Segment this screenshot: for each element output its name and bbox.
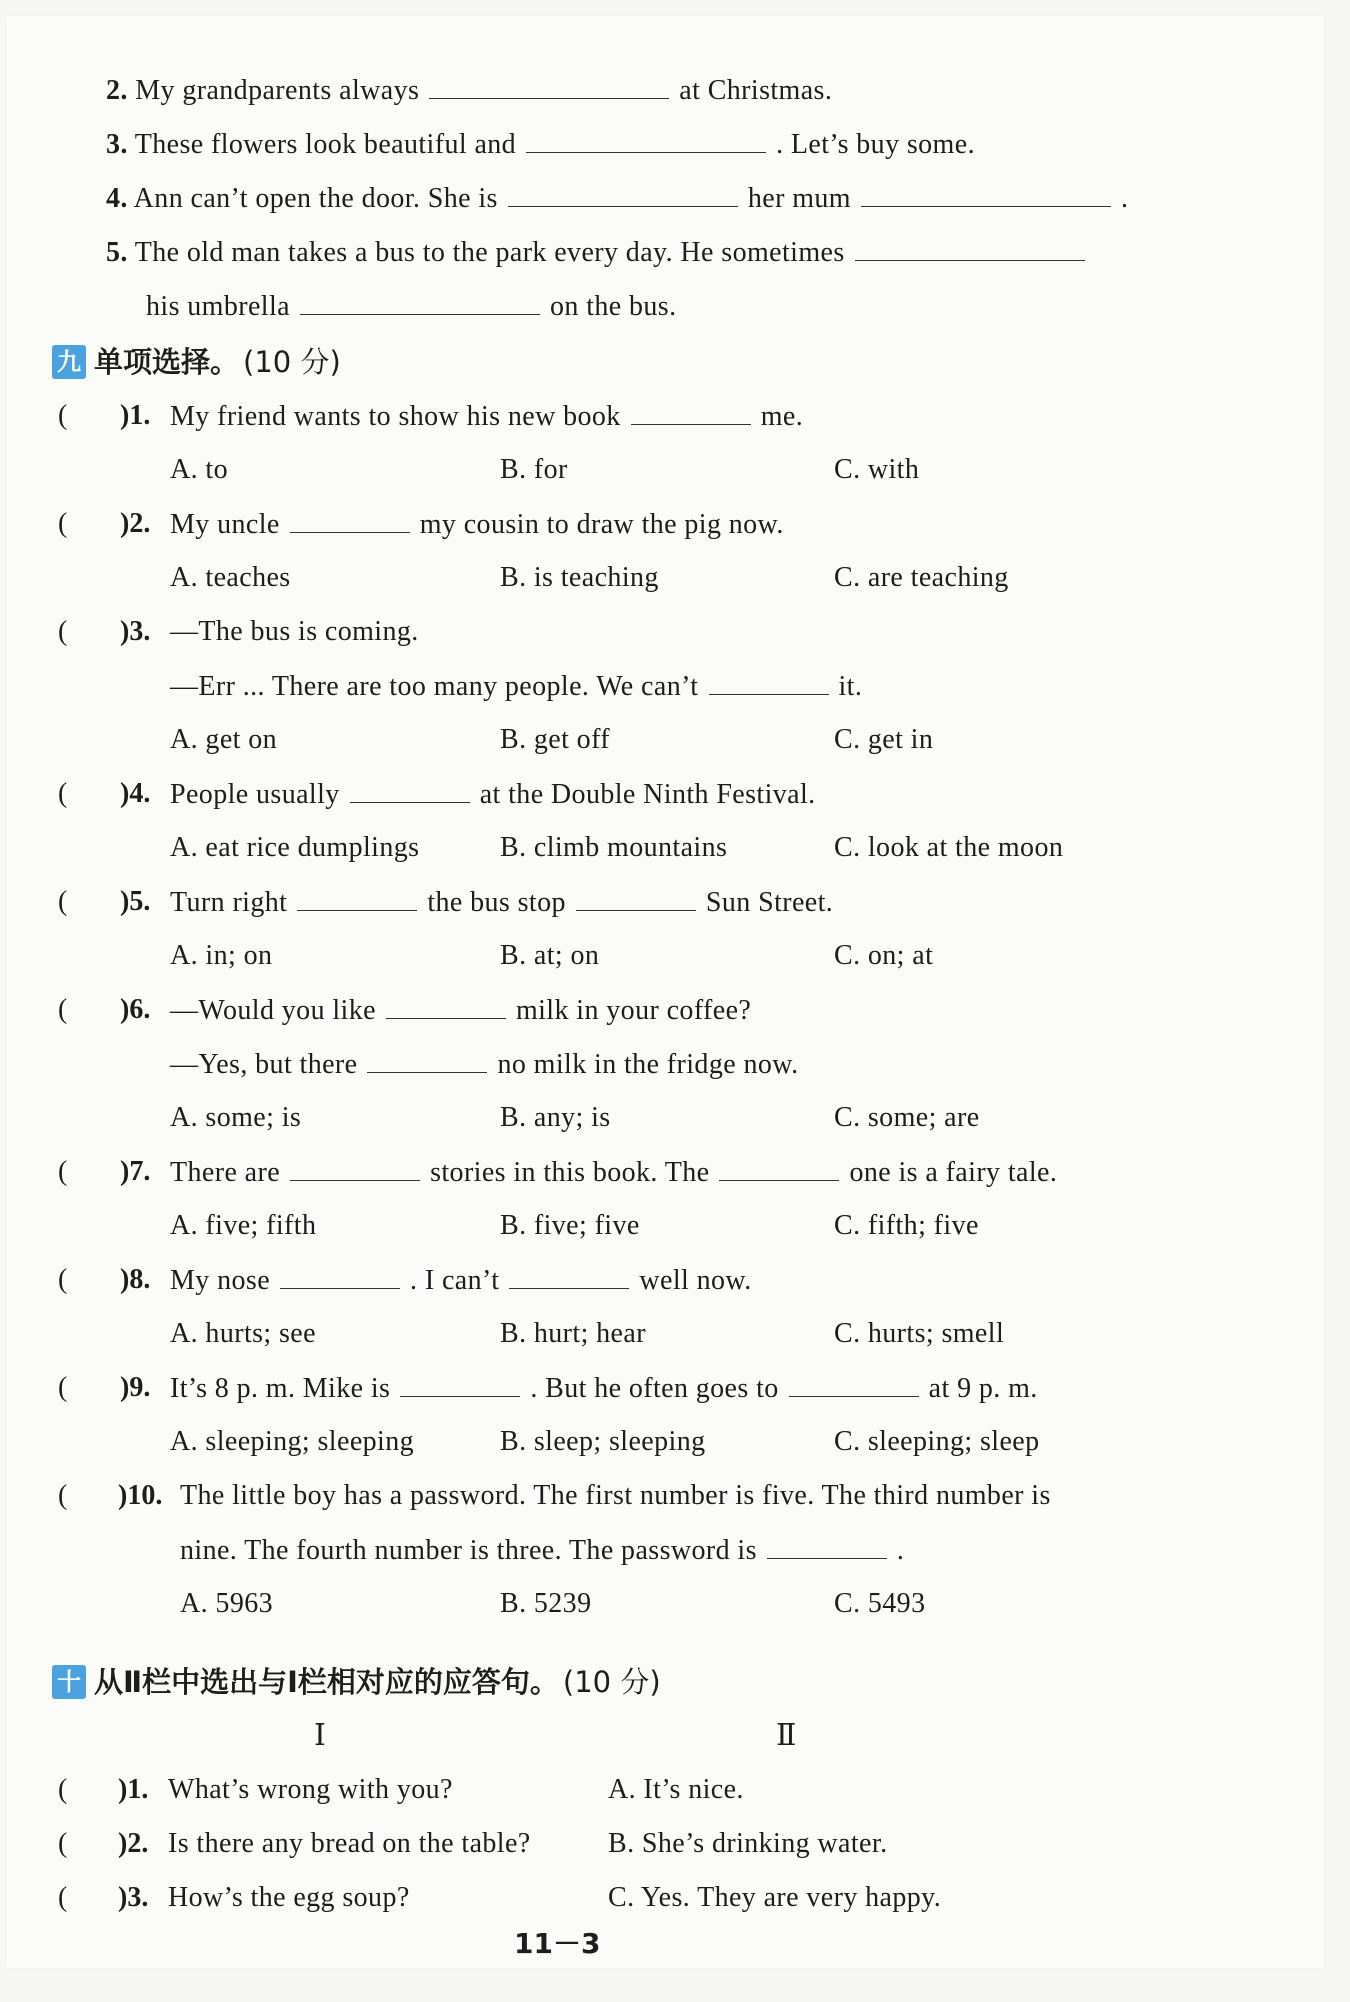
answer-blank[interactable] <box>508 178 738 207</box>
choice-option[interactable]: B. 5239 <box>500 1588 592 1619</box>
question-number: )4. <box>120 778 151 809</box>
choice-option[interactable]: A. sleeping; sleeping <box>170 1426 415 1457</box>
choice-option[interactable]: B. for <box>500 454 568 485</box>
choice-option[interactable]: C. fifth; five <box>834 1210 979 1241</box>
question-line <box>180 1530 904 1571</box>
question-text: . But he often goes to <box>530 1373 779 1404</box>
section-title: 从Ⅱ栏中选出与Ⅰ栏相对应的应答句。 <box>94 1665 559 1699</box>
section-10-header <box>52 1662 661 1702</box>
answer-blank[interactable] <box>855 232 1085 261</box>
question-text: —Yes, but there <box>170 1049 358 1080</box>
choice-option[interactable]: C. on; at <box>834 940 934 971</box>
choice-option[interactable]: B. any; is <box>500 1102 611 1133</box>
answer-blank[interactable] <box>767 1530 887 1559</box>
answer-paren[interactable]: ( <box>58 1264 68 1295</box>
question-number: )3. <box>120 616 151 647</box>
choice-option[interactable]: A. teaches <box>170 562 291 593</box>
question-text: my cousin to draw the pig now. <box>419 509 784 540</box>
match-answer[interactable]: C. Yes. They are very happy. <box>608 1882 942 1913</box>
question-text: well now. <box>639 1265 752 1296</box>
question-number: )3. <box>118 1882 149 1913</box>
question-line <box>170 504 784 545</box>
answer-blank[interactable] <box>290 504 410 533</box>
choice-option[interactable]: A. in; on <box>170 940 273 971</box>
question-text: it. <box>838 671 863 702</box>
question-text: the bus stop <box>427 887 566 918</box>
answer-blank[interactable] <box>861 178 1111 207</box>
answer-blank[interactable] <box>367 1044 487 1073</box>
question-number: )2. <box>120 508 151 539</box>
question-text: Sun Street. <box>705 887 834 918</box>
choice-option[interactable]: C. sleeping; sleep <box>834 1426 1040 1457</box>
choice-option[interactable]: C. are teaching <box>834 562 1009 593</box>
question-text: My uncle <box>170 509 280 540</box>
question-text: My friend wants to show his new book <box>170 401 621 432</box>
question-text: The old man takes a bus to the park every day. He sometimes <box>134 237 845 268</box>
answer-paren[interactable]: ( <box>58 400 68 431</box>
question-line <box>170 774 816 815</box>
fill-in-question <box>106 70 832 111</box>
fill-in-question <box>106 124 975 165</box>
choice-option[interactable]: C. hurts; smell <box>834 1318 1005 1349</box>
section-9-header <box>52 342 341 382</box>
question-text: People usually <box>170 779 340 810</box>
question-number: 2. <box>106 75 128 106</box>
question-text: —The bus is coming. <box>170 616 419 647</box>
choice-option[interactable]: B. five; five <box>500 1210 640 1241</box>
question-text: The little boy has a password. The first number is five. The third number is <box>180 1480 1051 1511</box>
question-number: 3. <box>106 129 128 160</box>
answer-blank[interactable] <box>400 1368 520 1397</box>
question-line <box>180 1476 1051 1516</box>
question-line <box>170 1044 798 1085</box>
answer-paren[interactable]: ( <box>58 1480 68 1511</box>
question-number: )1. <box>120 400 151 431</box>
choice-option[interactable]: B. is teaching <box>500 562 659 593</box>
answer-paren[interactable]: ( <box>58 508 68 539</box>
answer-blank[interactable] <box>297 882 417 911</box>
answer-blank[interactable] <box>509 1260 629 1289</box>
question-line <box>170 990 751 1031</box>
choice-option[interactable]: A. hurts; see <box>170 1318 316 1349</box>
question-text: stories in this book. The <box>430 1157 710 1188</box>
question-text: Turn right <box>170 887 288 918</box>
question-text: nine. The fourth number is three. The password is <box>180 1535 757 1566</box>
answer-blank[interactable] <box>386 990 506 1019</box>
question-text: one is a fairy tale. <box>849 1157 1058 1188</box>
answer-blank[interactable] <box>300 286 540 315</box>
answer-paren[interactable]: ( <box>58 886 68 917</box>
question-line <box>170 882 833 923</box>
question-number: )1. <box>118 1774 149 1805</box>
match-question: Is there any bread on the table? <box>168 1828 531 1859</box>
question-text: It’s 8 p. m. Mike is <box>170 1373 391 1404</box>
question-text: milk in your coffee? <box>515 995 752 1026</box>
answer-blank[interactable] <box>631 396 751 425</box>
choice-option[interactable]: C. look at the moon <box>834 832 1064 863</box>
question-text: . I can’t <box>410 1265 500 1296</box>
question-text: —Would you like <box>170 995 376 1026</box>
question-text: on the bus. <box>550 291 677 322</box>
choice-option[interactable]: A. some; is <box>170 1102 302 1133</box>
answer-paren[interactable]: ( <box>58 1156 68 1187</box>
choice-option[interactable]: C. some; are <box>834 1102 980 1133</box>
choice-option[interactable]: A. eat rice dumplings <box>170 832 420 863</box>
answer-paren[interactable]: ( <box>58 994 68 1025</box>
question-text: My grandparents always <box>135 75 420 106</box>
choice-option[interactable]: A. five; fifth <box>170 1210 317 1241</box>
choice-option[interactable]: A. 5963 <box>180 1588 274 1619</box>
question-text: My nose <box>170 1265 271 1296</box>
answer-paren[interactable]: ( <box>58 1828 68 1859</box>
question-line <box>170 1152 1057 1193</box>
choice-option[interactable]: C. with <box>834 454 920 485</box>
question-number: )8. <box>120 1264 151 1295</box>
column-header-i: Ⅰ <box>314 1719 326 1752</box>
choice-option[interactable]: A. get on <box>170 724 278 755</box>
choice-option[interactable]: B. get off <box>500 724 611 755</box>
question-number: 5. <box>106 237 128 268</box>
fill-in-question-cont <box>146 286 677 327</box>
question-number: )5. <box>120 886 151 917</box>
answer-blank[interactable] <box>576 882 696 911</box>
question-line <box>170 1260 752 1301</box>
answer-paren[interactable]: ( <box>58 1882 68 1913</box>
answer-blank[interactable] <box>526 124 766 153</box>
answer-blank[interactable] <box>290 1152 420 1181</box>
match-answer[interactable]: B. She’s drinking water. <box>608 1828 888 1859</box>
choice-option[interactable]: B. hurt; hear <box>500 1318 646 1349</box>
section-title: 单项选择。 <box>94 345 240 379</box>
section-score: (10 分) <box>562 1665 661 1699</box>
answer-paren[interactable]: ( <box>58 1372 68 1403</box>
question-number: )9. <box>120 1372 151 1403</box>
choice-option[interactable]: B. sleep; sleeping <box>500 1426 706 1457</box>
question-number: )10. <box>118 1480 163 1511</box>
worksheet-page <box>6 16 1324 1968</box>
question-text: at the Double Ninth Festival. <box>479 779 816 810</box>
question-text: Ann can’t open the door. She is <box>133 183 498 214</box>
question-text: There are <box>170 1157 281 1188</box>
answer-blank[interactable] <box>429 70 669 99</box>
match-answer[interactable]: A. It’s nice. <box>608 1774 744 1805</box>
fill-in-question <box>106 232 1095 273</box>
question-number: )7. <box>120 1156 151 1187</box>
question-text: no milk in the fridge now. <box>497 1049 799 1080</box>
question-text: his umbrella <box>146 291 290 322</box>
question-text: at 9 p. m. <box>928 1373 1038 1404</box>
page-number: 11－3 <box>514 1927 601 1960</box>
question-text: me. <box>760 401 804 432</box>
question-line <box>170 1368 1038 1409</box>
question-text: . Let’s buy some. <box>776 129 975 160</box>
section-score: (10 分) <box>243 345 341 379</box>
question-text: . <box>1120 183 1129 214</box>
column-header-ii: Ⅱ <box>776 1719 797 1752</box>
question-line <box>170 666 862 707</box>
answer-paren[interactable]: ( <box>58 616 68 647</box>
answer-blank[interactable] <box>709 666 829 695</box>
match-question: How’s the egg soup? <box>168 1882 410 1913</box>
answer-blank[interactable] <box>350 774 470 803</box>
question-text: . <box>896 1535 905 1566</box>
question-number: 4. <box>106 183 128 214</box>
choice-option[interactable]: A. to <box>170 454 228 485</box>
choice-option[interactable]: B. at; on <box>500 940 600 971</box>
answer-blank[interactable] <box>719 1152 839 1181</box>
question-line <box>170 612 419 652</box>
answer-blank[interactable] <box>789 1368 919 1397</box>
choice-option[interactable]: C. get in <box>834 724 934 755</box>
question-number: )2. <box>118 1828 149 1859</box>
match-question: What’s wrong with you? <box>168 1774 453 1805</box>
answer-blank[interactable] <box>280 1260 400 1289</box>
question-text: —Err ... There are too many people. We can’t <box>170 671 699 702</box>
choice-option[interactable]: B. climb mountains <box>500 832 728 863</box>
choice-option[interactable]: C. 5493 <box>834 1588 926 1619</box>
question-number: )6. <box>120 994 151 1025</box>
answer-paren[interactable]: ( <box>58 778 68 809</box>
section-number-badge: 九 <box>52 345 86 379</box>
question-line <box>170 396 803 437</box>
fill-in-question <box>106 178 1128 219</box>
answer-paren[interactable]: ( <box>58 1774 68 1805</box>
question-text: at Christmas. <box>679 75 833 106</box>
section-number-badge: 十 <box>52 1665 86 1699</box>
question-text: her mum <box>747 183 851 214</box>
question-text: These flowers look beautiful and <box>134 129 517 160</box>
